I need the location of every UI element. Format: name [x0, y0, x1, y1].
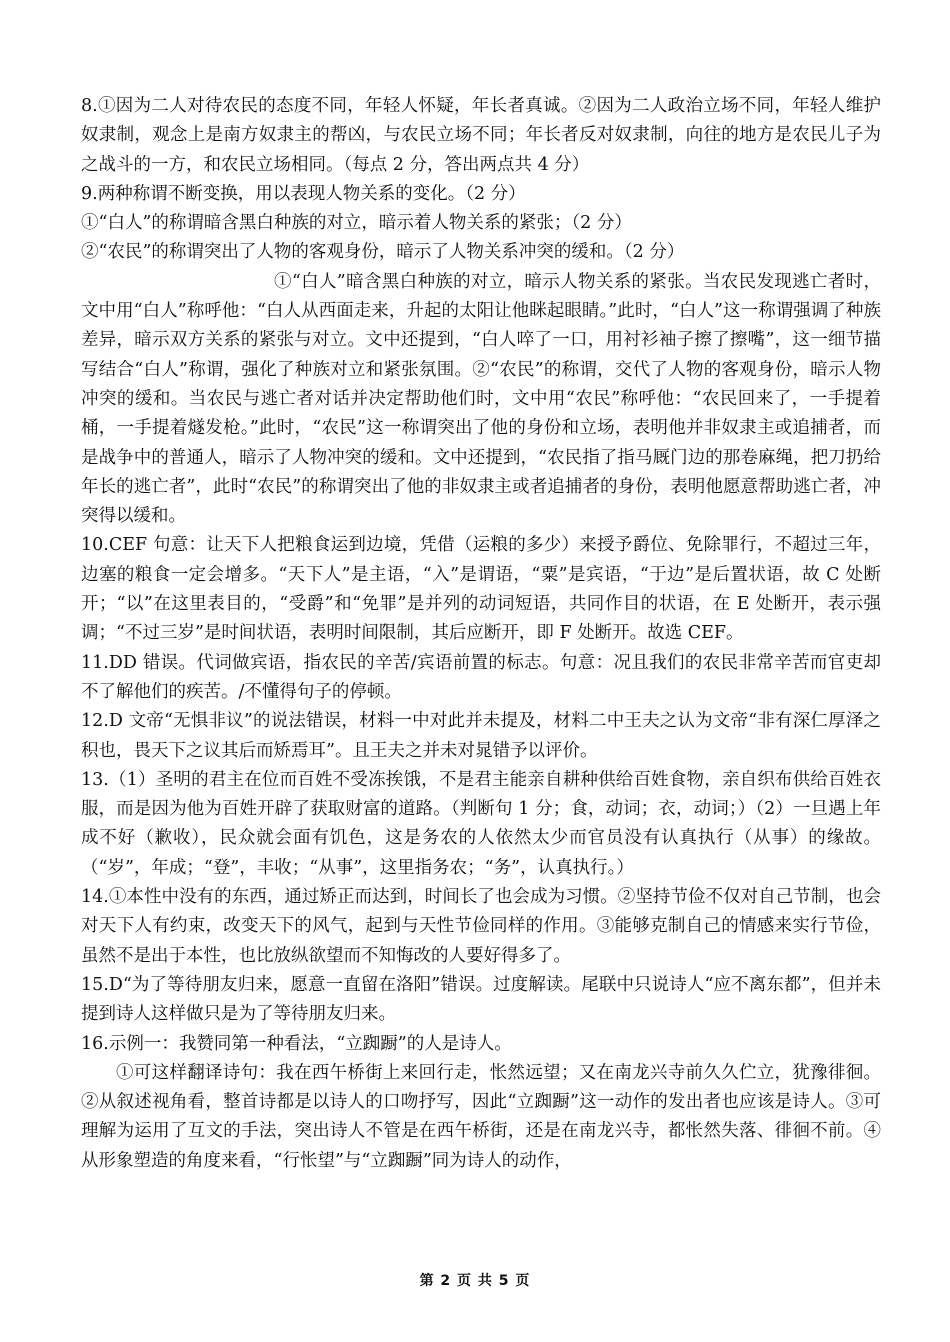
- answer-12: 12.D 文帝“无惧非议”的说法错误，材料一中对此并未提及，材料二中王夫之认为文帝“非有深仁厚泽之积也，畏天下之议其后而矫焉耳”。且王夫之并未对晁错予以评价。: [81, 711, 881, 761]
- page-number-footer: 第 2 页 共 5 页: [419, 1273, 531, 1289]
- answer-11: 11.DD 错误。代词做宾语，指农民的辛苦/宾语前置的标志。句意：况且我们的农民非常辛苦而官吏却不了解他们的疾苦。/不懂得句子的停顿。: [81, 652, 881, 702]
- answer-9-point-2: ②“农民”的称谓突出了人物的客观身份，暗示了人物关系冲突的缓和。（2 分）: [81, 242, 685, 263]
- answer-16-example: ①可这样翻译诗句：我在西午桥街上来回行走，怅然远望；又在南龙兴寺前久久伫立，犹豫徘徊。②从叙述视角看，整首诗都是以诗人的口吻抒写，因此“立踟蹰”这一动作的发出者也应该是诗人。③可理解为运用了互文的手法，突出诗人不管是在西午桥街，还是在南龙兴寺，都怅然失落、徘徊不前。④从形象塑造的角度来看，“行怅望”与“立踟蹰”同为诗人的动作，: [81, 1062, 881, 1171]
- answer-14: 14.①本性中没有的东西，通过矫正而达到，时间长了也会成为习惯。②坚持节俭不仅对自己节制，也会对天下人有约束，改变天下的风气，起到与天性节俭同样的作用。③能够克制自己的情感来实行节俭，虽然不是出于本性，也比放纵欲望而不知悔改的人要好得多了。: [81, 887, 881, 966]
- answer-9-summary: 9.两种称谓不断变换，用以表现人物关系的变化。（2 分）: [81, 183, 526, 204]
- answer-15: 15.D“为了等待朋友归来，愿意一直留在洛阳”错误。过度解读。尾联中只说诗人“应不离东都”，但并未提到诗人这样做只是为了等待朋友归来。: [81, 974, 881, 1025]
- answer-9-analysis: ①“白人”暗含黑白种族的对立，暗示人物关系的紧张。当农民发现逃亡者时，文中用“白人”称呼他：“白人从西面走来，升起的太阳让他眯起眼睛。”此时，“白人”这一称谓强调了种族差异，暗示双方关系的紧张与对立。文中还提到，“白人啐了一口，用衬衫袖子擦了擦嘴”，这一细节描写结合“白人”称谓，强化了种族对立和紧张氛围。②“农民”的称谓，交代了人物的客观身份，暗示人物冲突的缓和。当农民与逃亡者对话并决定帮助他们时，文中用“农民”称呼他：“农民回来了，一手提着桶，一手提着燧发枪。”此时，“农民”这一称谓突出了他的身份和立场，表明他并非奴隶主或追捕者，而是战争中的普通人，暗示了人物冲突的缓和。文中还提到，“农民指了指马厩门边的那卷麻绳，把刀扔给年长的逃亡者”，此时“农民”的称谓突出了他的非奴隶主或者追捕者的身份，表明他愿意帮助逃亡者，冲突得以缓和。: [81, 271, 881, 527]
- answer-10: 10.CEF 句意：让天下人把粮食运到边境，凭借（运粮的多少）来授予爵位、免除罪行，不超过三年，边塞的粮食一定会增多。“天下人”是主语，“入”是谓语，“粟”是宾语，“于边”是后置状语，故 C 处断开；“以”在这里表目的，“受爵”和“免罪”是并列的动词短语，共同作目的状语，在 E 处断开，表示强调；“不过三岁”是时间状语，表明时间限制，其后应断开，即 F 处断开。故选 CEF。: [81, 535, 881, 644]
- answer-13: 13.（1）圣明的君主在位而百姓不受冻挨饿，不是君主能亲自耕种供给百姓食物，亲自织布供给百姓衣服，而是因为他为百姓开辟了获取财富的道路。（判断句 1 分；食，动词；衣，动词；）（2）一旦遇上年成不好（歉收），民众就会面有饥色，这是务农的人依然太少而官员没有认真执行（从事）的缘故。（“岁”，年成；“登”，丰收；“从事”，这里指务农；“务”，认真执行。）: [81, 769, 881, 878]
- answer-sheet-page: [81, 92, 881, 1176]
- answer-16-heading: 16.示例一：我赞同第一种看法，“立踟蹰”的人是诗人。: [81, 1033, 512, 1054]
- answer-8: 8.①因为二人对待农民的态度不同，年轻人怀疑，年长者真诚。②因为二人政治立场不同，年轻人维护奴隶制，观念上是南方奴隶主的帮凶，与农民立场不同；年长者反对奴隶制，向往的地方是农民儿子为之战斗的一方，和农民立场相同。（每点 2 分，答出两点共 4 分）: [81, 96, 881, 175]
- answer-9-point-1: ①“白人”的称谓暗含黑白种族的对立，暗示着人物关系的紧张；（2 分）: [81, 213, 632, 234]
